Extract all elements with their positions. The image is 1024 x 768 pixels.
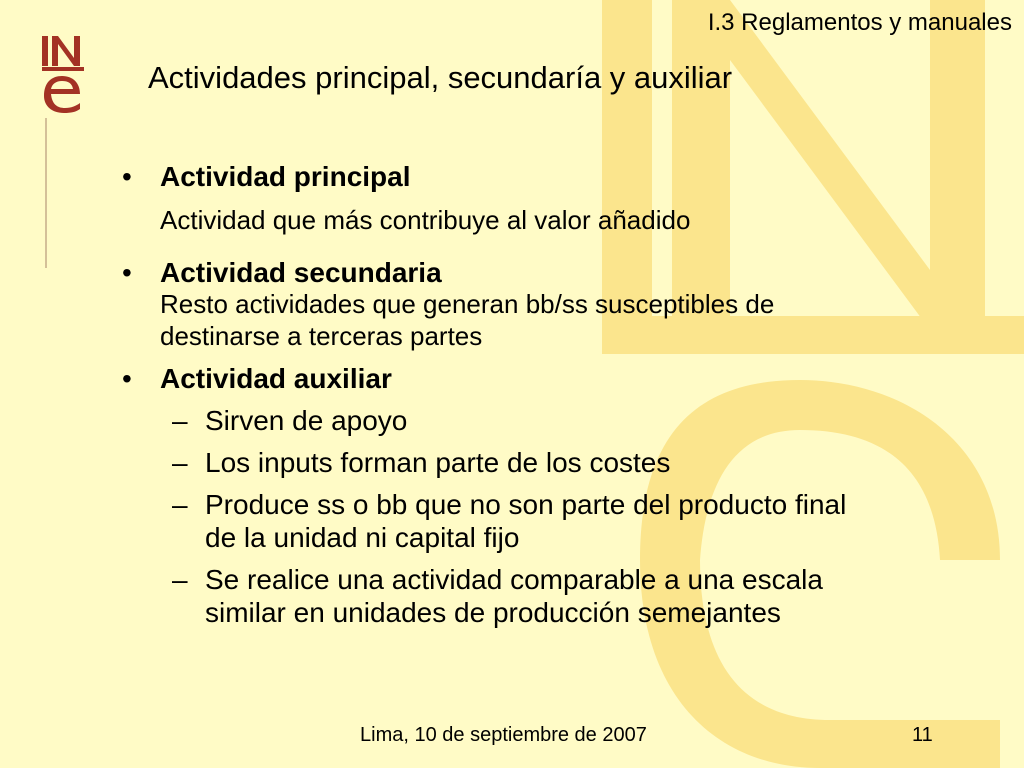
sub-item xyxy=(120,446,920,479)
description-line: Actividad que más contribuye al valor añadido xyxy=(160,205,691,235)
description-line: Resto actividades que generan bb/ss susceptibles de xyxy=(160,289,775,319)
sub-item-line: de la unidad ni capital fijo xyxy=(205,522,520,553)
bullet-marker: • xyxy=(122,161,132,192)
bullet-marker: • xyxy=(122,363,132,394)
sub-item xyxy=(120,488,920,554)
sub-item-line: Produce ss o bb que no son parte del producto final xyxy=(205,489,847,520)
bullet-heading: Actividad auxiliar xyxy=(160,363,392,394)
description-line: destinarse a terceras partes xyxy=(160,321,483,351)
bullet-heading: Actividad secundaria xyxy=(160,257,442,288)
section-label: I.3 Reglamentos y manuales xyxy=(707,9,1012,36)
page-number: 11 xyxy=(912,724,933,746)
sub-item-line: Los inputs forman parte de los costes xyxy=(205,447,671,478)
footer-date: Lima, 10 de septiembre de 2007 xyxy=(360,724,647,746)
ine-logo xyxy=(40,34,86,114)
dash-marker: – xyxy=(172,447,188,478)
bullet-description xyxy=(120,204,920,244)
bullet-item xyxy=(120,362,920,402)
bullet-item xyxy=(120,256,920,288)
dash-marker: – xyxy=(172,564,188,595)
slide-title: Actividades principal, secundaría y auxiliar xyxy=(148,60,733,95)
sub-item-line: similar en unidades de producción semejantes xyxy=(205,597,781,628)
logo-vertical-rule xyxy=(44,118,48,268)
dash-marker: – xyxy=(172,405,188,436)
sub-item-line: Sirven de apoyo xyxy=(205,405,408,436)
sub-item xyxy=(120,404,920,437)
slide-content xyxy=(120,160,920,629)
bullet-item xyxy=(120,160,920,200)
bullet-description xyxy=(120,288,920,352)
bullet-heading: Actividad principal xyxy=(160,161,411,192)
sub-item xyxy=(120,563,920,629)
sub-item-line: Se realice una actividad comparable a una escala xyxy=(205,564,823,595)
dash-marker: – xyxy=(172,489,188,520)
bullet-marker: • xyxy=(122,257,132,288)
